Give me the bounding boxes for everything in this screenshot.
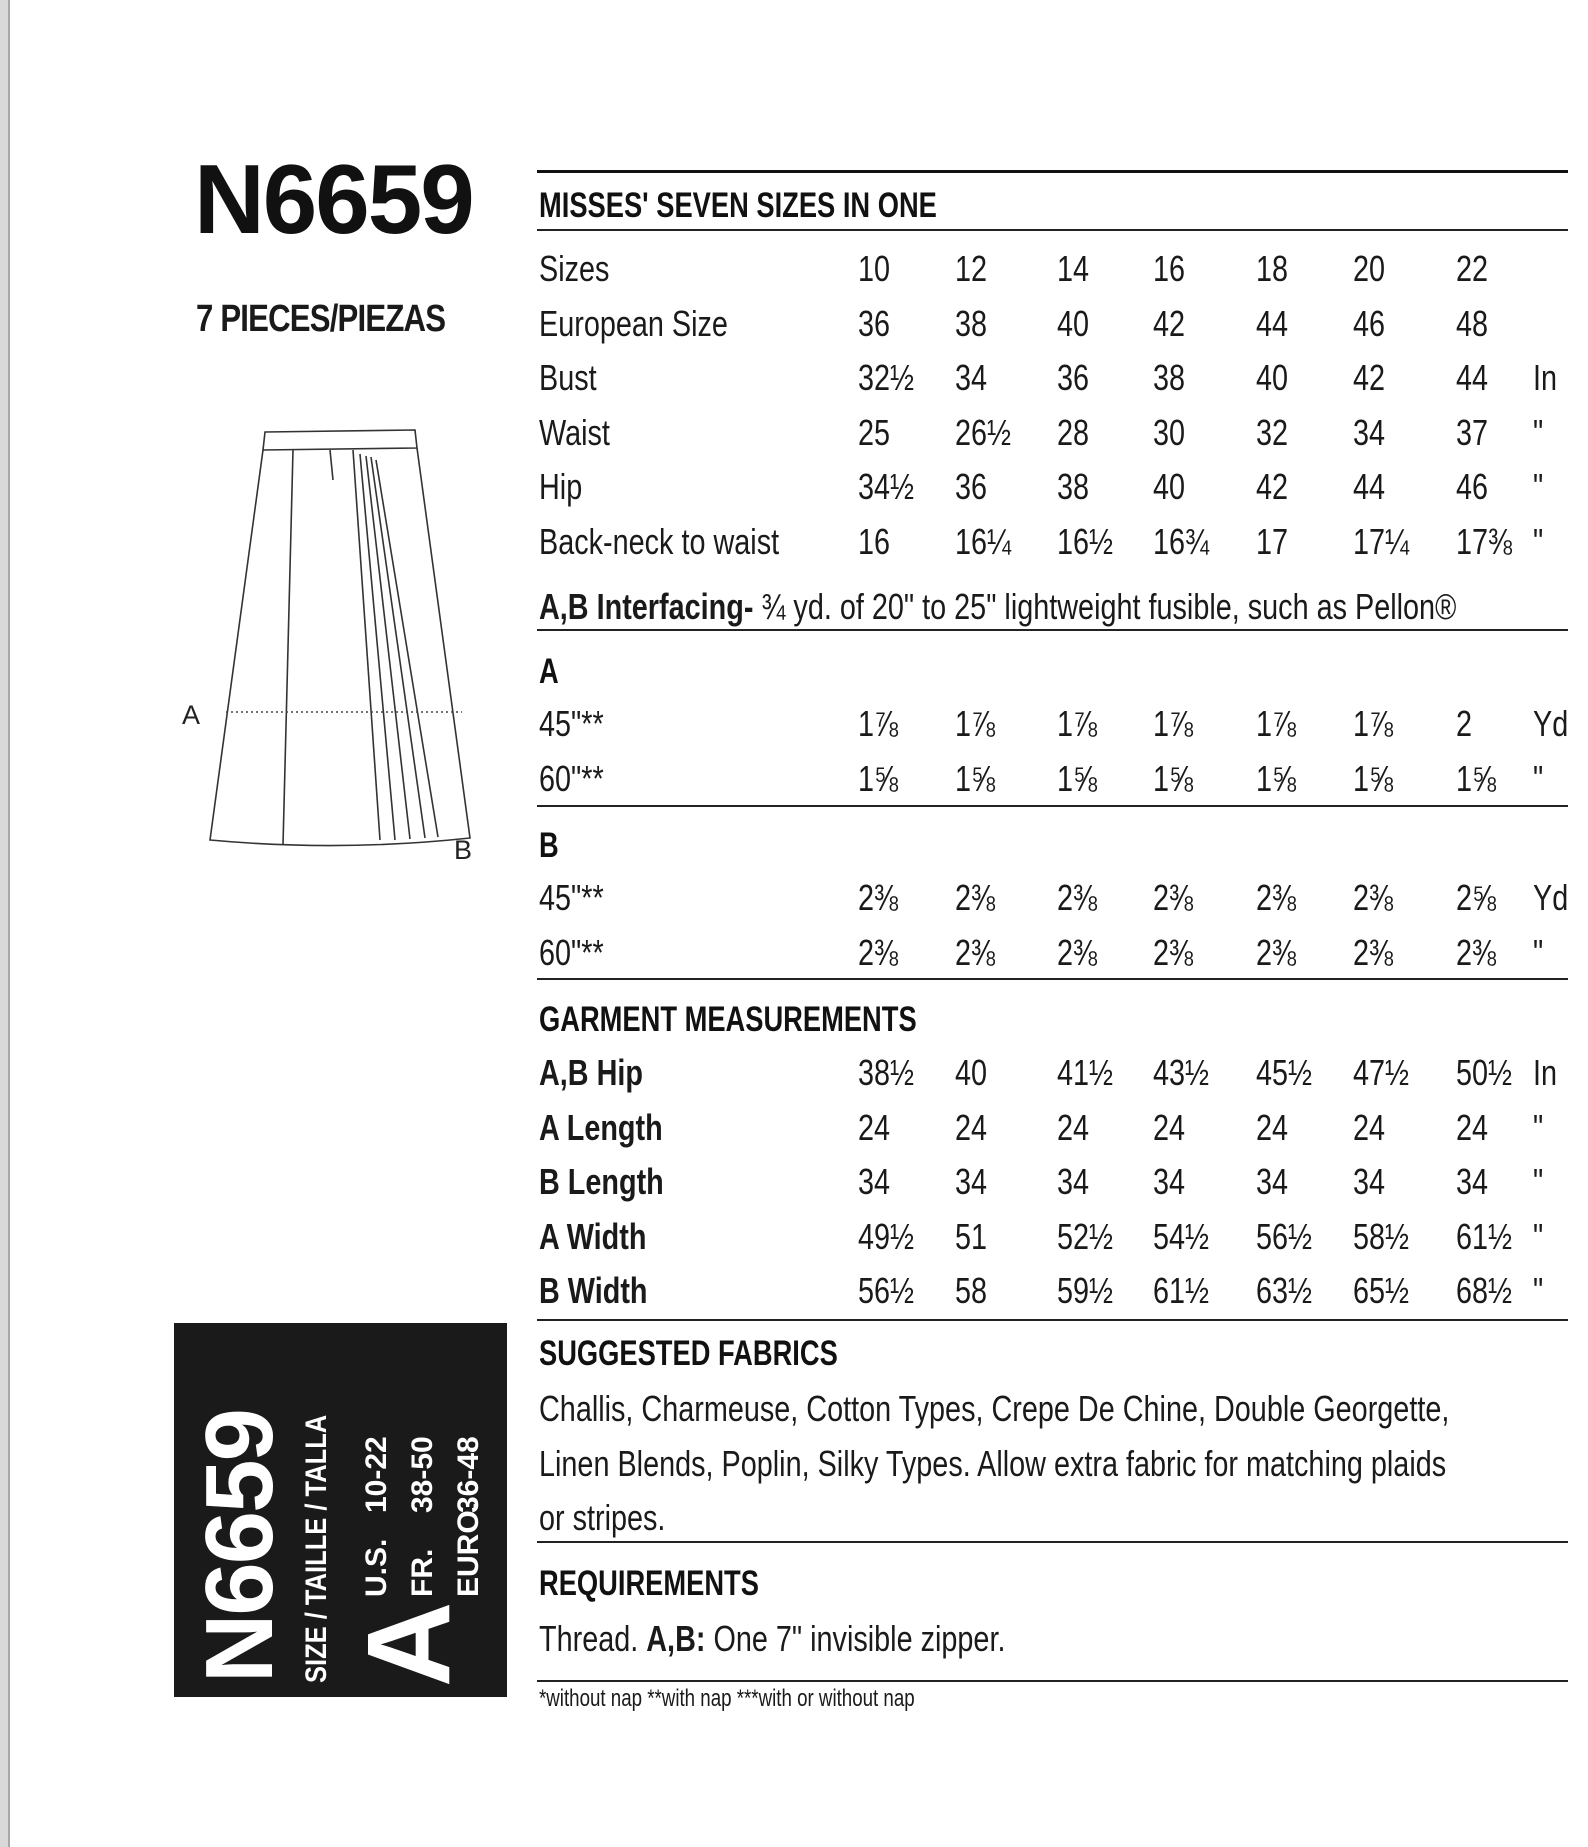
row-value: 2⅜	[955, 877, 996, 918]
page-edge	[0, 0, 8, 1847]
row-value: 63½	[1256, 1270, 1313, 1311]
row-value: 2⅜	[858, 877, 899, 918]
row-value: 54½	[1153, 1215, 1210, 1257]
row-value: 58½	[1353, 1215, 1410, 1257]
size-region: EURO.	[452, 1501, 485, 1597]
size-range: 36-48	[452, 1436, 485, 1513]
requirements-heading: REQUIREMENTS	[539, 1564, 759, 1603]
interfacing-line	[539, 586, 1456, 628]
row-value: 40	[1153, 466, 1186, 507]
row-value: 28	[1057, 411, 1090, 453]
row-value: 47½	[1353, 1052, 1410, 1093]
row-unit: Yd	[1533, 877, 1569, 918]
row-value: 16½	[1057, 520, 1114, 562]
row-value: 2⅜	[1153, 877, 1194, 918]
view-a-heading: A	[539, 652, 559, 691]
requirements-text	[539, 1618, 1005, 1660]
row-value: 2⅜	[1057, 931, 1098, 973]
view-b-heading: B	[539, 826, 559, 865]
size-block-label: SIZE / TAILLE / TALLA	[300, 1414, 333, 1683]
table-row	[539, 703, 1569, 753]
row-value: 34	[1353, 1161, 1386, 1202]
row-label: Hip	[539, 466, 583, 507]
page-edge-line	[8, 0, 10, 1847]
row-value: 44	[1456, 357, 1489, 398]
fabrics-line: Linen Blends, Poplin, Silky Types. Allow extra fabric for matching plaids	[539, 1443, 1447, 1484]
row-value: 1⅞	[955, 703, 996, 744]
table-row	[539, 932, 1569, 982]
row-value: 34	[1057, 1161, 1090, 1202]
row-value: 24	[1057, 1106, 1090, 1148]
row-value: 46	[1456, 466, 1489, 507]
row-unit: "	[1533, 931, 1544, 973]
row-value: 2⅜	[1256, 877, 1297, 918]
row-value: 50½	[1456, 1052, 1513, 1093]
row-value: 34	[1353, 411, 1386, 453]
row-value: 36	[858, 302, 891, 344]
row-value: 26½	[955, 411, 1012, 453]
table-title: MISSES' SEVEN SIZES IN ONE	[539, 186, 937, 225]
row-unit: "	[1533, 1161, 1544, 1202]
row-value: 51	[955, 1215, 988, 1257]
table-row	[539, 1107, 1569, 1157]
row-value: 36	[955, 466, 988, 507]
row-label: Bust	[539, 357, 597, 398]
rule-under-interfacing	[537, 629, 1568, 631]
row-value: 43½	[1153, 1052, 1210, 1093]
row-value: 38	[955, 302, 988, 344]
skirt-illustration	[170, 420, 500, 860]
rule-under-fabrics	[537, 1541, 1568, 1543]
row-value: 24	[858, 1106, 891, 1148]
row-value: 2⅜	[1057, 877, 1098, 918]
fabrics-line: Challis, Charmeuse, Cotton Types, Crepe De Chine, Double Georgette,	[539, 1388, 1450, 1429]
row-value: 48	[1456, 302, 1489, 344]
table-row	[539, 758, 1569, 808]
row-label: A Width	[539, 1215, 647, 1257]
table-row	[539, 357, 1569, 407]
row-label: 45"**	[539, 877, 604, 918]
row-value: 1⅝	[858, 757, 899, 799]
row-value: 22	[1456, 248, 1489, 289]
interfacing-label: A,B Interfacing-	[539, 586, 754, 627]
row-value: 34	[955, 357, 988, 398]
row-value: 44	[1256, 302, 1289, 344]
row-value: 20	[1353, 248, 1386, 289]
row-value: 2⅜	[1456, 931, 1497, 973]
table-row	[539, 1216, 1569, 1266]
row-label: B Width	[539, 1270, 648, 1311]
row-value: 25	[858, 411, 891, 453]
row-value: 1⅝	[1057, 757, 1098, 799]
row-value: 24	[955, 1106, 988, 1148]
row-value: 61½	[1456, 1215, 1513, 1257]
row-value: 2⅜	[1353, 931, 1394, 973]
row-value: 12	[955, 248, 988, 289]
row-value: 49½	[858, 1215, 915, 1257]
row-value: 42	[1256, 466, 1289, 507]
row-value: 59½	[1057, 1270, 1114, 1311]
row-label: 60"**	[539, 931, 604, 973]
row-value: 17⅜	[1456, 520, 1513, 562]
row-value: 34	[955, 1161, 988, 1202]
row-value: 1⅝	[1153, 757, 1194, 799]
row-value: 1⅝	[1256, 757, 1297, 799]
row-value: 38	[1057, 466, 1090, 507]
table-row	[539, 466, 1569, 516]
row-value: 38	[1153, 357, 1186, 398]
row-unit: "	[1533, 757, 1544, 799]
row-value: 34	[1153, 1161, 1186, 1202]
row-value: 2⅜	[1256, 931, 1297, 973]
pieces-count: 7 PIECES/PIEZAS	[196, 298, 446, 340]
row-value: 2⅜	[858, 931, 899, 973]
row-value: 46	[1353, 302, 1386, 344]
row-label: A Length	[539, 1106, 663, 1148]
row-value: 1⅞	[1153, 703, 1194, 744]
size-block	[174, 1323, 507, 1697]
row-value: 38½	[858, 1052, 915, 1093]
row-label: 60"**	[539, 757, 604, 799]
row-value: 41½	[1057, 1052, 1114, 1093]
row-label: 45"**	[539, 703, 604, 744]
row-value: 56½	[858, 1270, 915, 1311]
size-region: U.S.	[360, 1538, 393, 1597]
requirements-item: One 7" invisible zipper.	[705, 1618, 1006, 1659]
row-label: B Length	[539, 1161, 664, 1202]
row-value: 18	[1256, 248, 1289, 289]
row-value: 42	[1353, 357, 1386, 398]
row-unit: "	[1533, 520, 1544, 562]
table-row	[539, 521, 1569, 571]
requirements-prefix: Thread.	[539, 1618, 647, 1659]
rule-under-title	[537, 229, 1568, 231]
row-value: 36	[1057, 357, 1090, 398]
row-value: 34½	[858, 466, 915, 507]
size-range: 38-50	[406, 1436, 439, 1513]
row-value: 1⅞	[1256, 703, 1297, 744]
row-unit: "	[1533, 1106, 1544, 1148]
row-value: 1⅝	[955, 757, 996, 799]
row-value: 42	[1153, 302, 1186, 344]
view-b-label: B	[454, 835, 473, 865]
row-value: 34	[1256, 1161, 1289, 1202]
row-value: 32	[1256, 411, 1289, 453]
table-row	[539, 1270, 1569, 1320]
row-value: 2⅜	[1153, 931, 1194, 973]
fabrics-line: or stripes.	[539, 1497, 666, 1538]
row-value: 24	[1456, 1106, 1489, 1148]
row-value: 40	[1057, 302, 1090, 344]
size-range: 10-22	[360, 1436, 393, 1513]
table-row	[539, 412, 1569, 462]
row-value: 24	[1353, 1106, 1386, 1148]
pattern-code: N6659	[194, 144, 473, 254]
row-label: European Size	[539, 302, 728, 344]
table-row	[539, 1052, 1569, 1102]
row-value: 40	[955, 1052, 988, 1093]
rule-under-requirements	[537, 1680, 1568, 1682]
top-rule	[537, 170, 1568, 173]
table-row	[539, 877, 1569, 927]
row-label: Back-neck to waist	[539, 520, 780, 562]
row-value: 68½	[1456, 1270, 1513, 1311]
row-value: 17	[1256, 520, 1289, 562]
row-value: 14	[1057, 248, 1090, 289]
row-unit: "	[1533, 1270, 1544, 1311]
row-value: 58	[955, 1270, 988, 1311]
row-value: 2⅜	[1353, 877, 1394, 918]
row-value: 16¼	[955, 520, 1012, 562]
fabrics-heading: SUGGESTED FABRICS	[539, 1334, 838, 1373]
row-value: 24	[1256, 1106, 1289, 1148]
row-label: Sizes	[539, 248, 610, 289]
row-value: 1⅝	[1456, 757, 1497, 799]
row-value: 24	[1153, 1106, 1186, 1148]
row-value: 2⅜	[955, 931, 996, 973]
row-unit: "	[1533, 1215, 1544, 1257]
row-label: A,B Hip	[539, 1052, 643, 1093]
row-value: 16	[1153, 248, 1186, 289]
row-value: 61½	[1153, 1270, 1210, 1311]
row-unit: Yd	[1533, 703, 1569, 744]
row-value: 2	[1456, 703, 1473, 744]
row-value: 32½	[858, 357, 915, 398]
row-value: 1⅝	[1353, 757, 1394, 799]
row-value: 45½	[1256, 1052, 1313, 1093]
size-block-letter: A	[343, 1601, 475, 1687]
row-unit: "	[1533, 411, 1544, 453]
table-row	[539, 1161, 1569, 1211]
row-value: 17¼	[1353, 520, 1410, 562]
row-value: 34	[858, 1161, 891, 1202]
row-value: 1⅞	[858, 703, 899, 744]
size-region: FR.	[406, 1548, 439, 1597]
row-value: 34	[1456, 1161, 1489, 1202]
table-row	[539, 303, 1569, 353]
row-value: 2⅝	[1456, 877, 1497, 918]
row-value: 10	[858, 248, 891, 289]
row-value: 52½	[1057, 1215, 1114, 1257]
row-unit: "	[1533, 466, 1544, 507]
row-value: 44	[1353, 466, 1386, 507]
row-value: 37	[1456, 411, 1489, 453]
row-label: Waist	[539, 411, 610, 453]
interfacing-text: ¾ yd. of 20" to 25" lightweight fusible, such as Pellon®	[753, 586, 1457, 627]
row-unit: In	[1533, 357, 1558, 398]
row-value: 40	[1256, 357, 1289, 398]
row-value: 1⅞	[1057, 703, 1098, 744]
row-value: 1⅞	[1353, 703, 1394, 744]
size-block-rotated	[174, 1323, 507, 1697]
requirements-views: A,B:	[646, 1618, 706, 1659]
footnote: *without nap **with nap ***with or without nap	[539, 1685, 915, 1712]
garment-heading: GARMENT MEASUREMENTS	[539, 1000, 917, 1039]
row-unit: In	[1533, 1052, 1558, 1093]
row-value: 56½	[1256, 1215, 1313, 1257]
view-a-label: A	[182, 700, 201, 730]
size-block-code: N6659	[186, 1410, 293, 1683]
table-row	[539, 248, 1569, 298]
row-value: 65½	[1353, 1270, 1410, 1311]
row-value: 16	[858, 520, 891, 562]
row-value: 30	[1153, 411, 1186, 453]
row-value: 16¾	[1153, 520, 1210, 562]
